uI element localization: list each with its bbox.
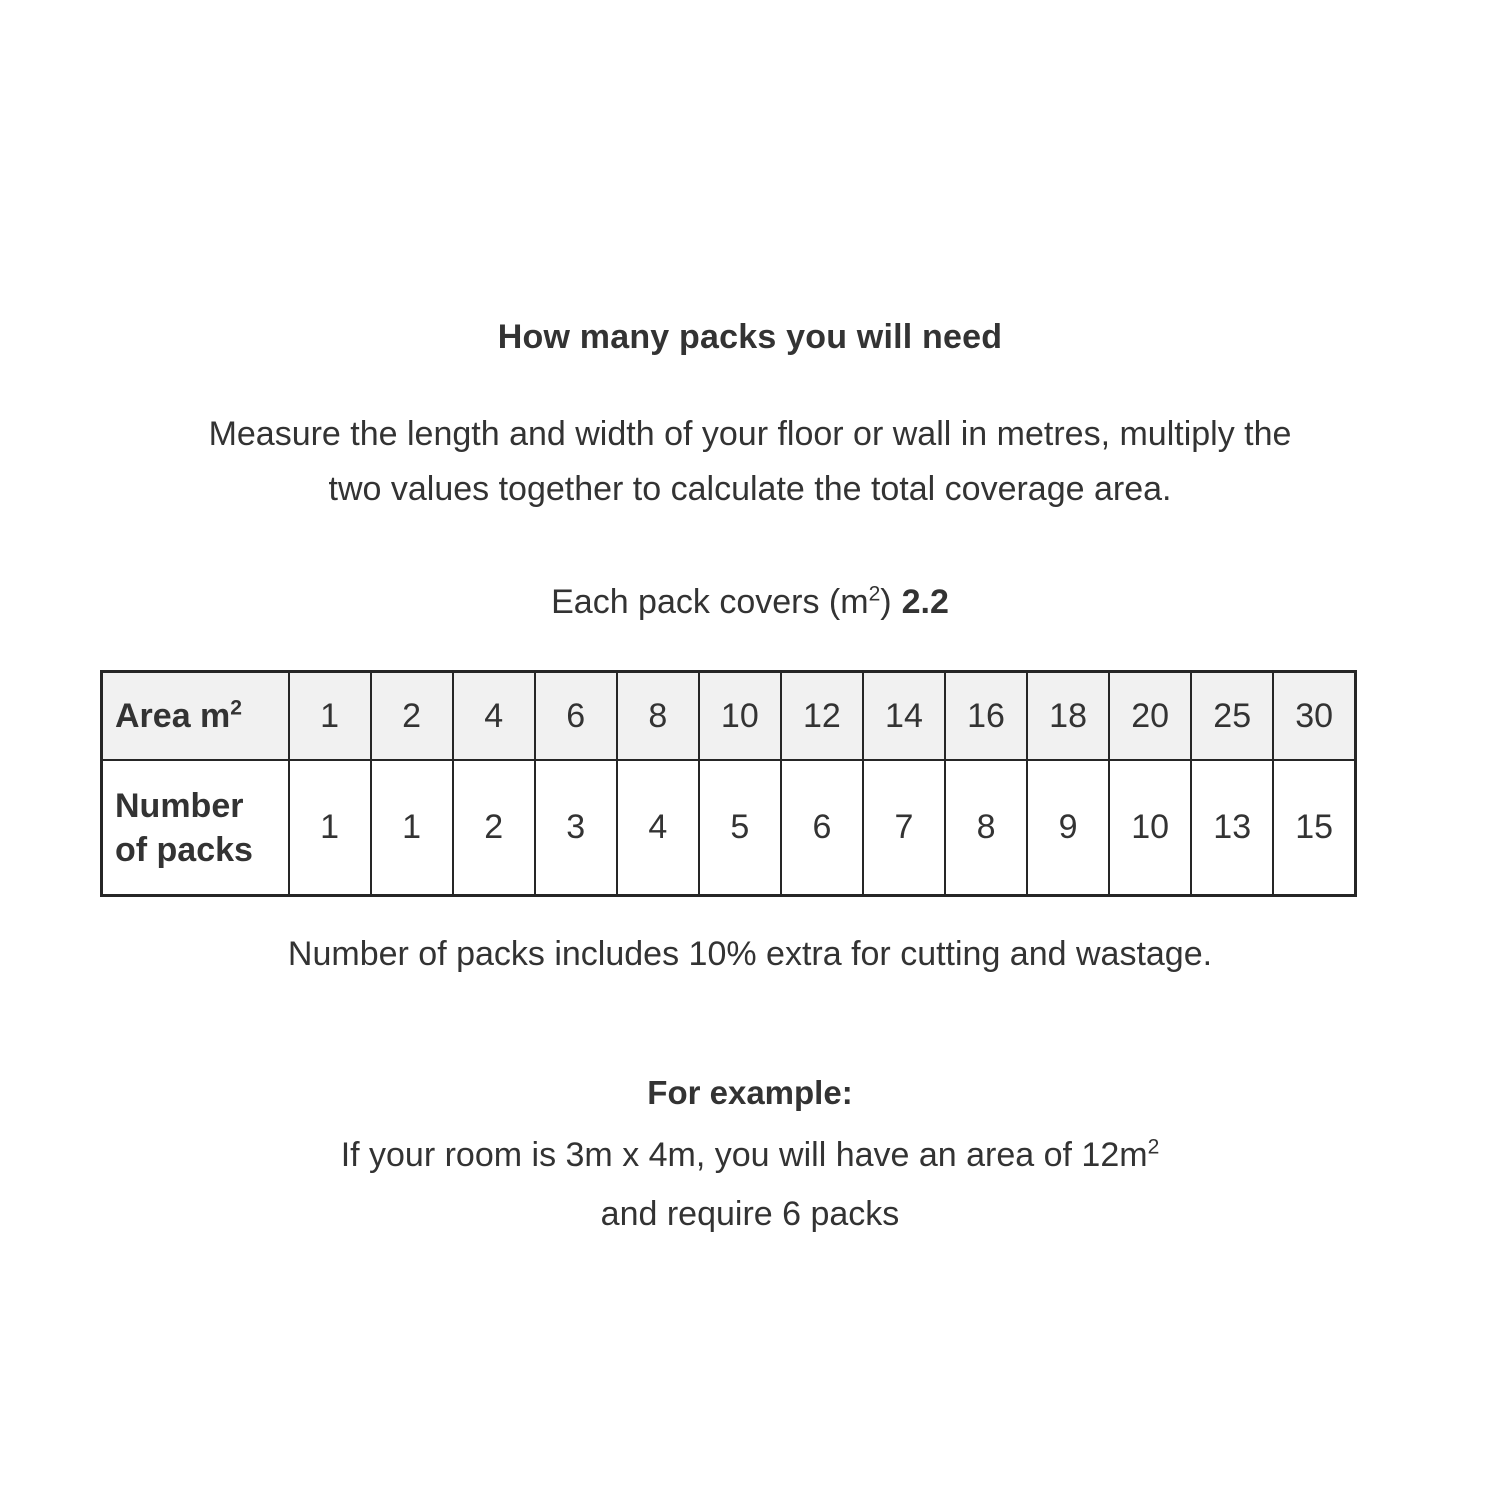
coverage-value: 2.2: [901, 583, 949, 621]
area-cell: 30: [1273, 672, 1355, 761]
coverage-label-suffix: ): [880, 583, 892, 621]
packs-cell: 3: [535, 760, 617, 896]
packs-row-header: [102, 760, 289, 896]
coverage-superscript: 2: [868, 582, 881, 606]
example-heading: For example:: [647, 1074, 853, 1111]
example-section: [0, 1074, 1500, 1234]
packs-cell: 5: [699, 760, 781, 896]
intro-line-1: Measure the length and width of your floor or wall in metres, multiply the: [208, 415, 1292, 453]
area-cell: 25: [1191, 672, 1273, 761]
area-cell: 10: [699, 672, 781, 761]
packs-table: [100, 670, 1357, 897]
packs-cell: 9: [1027, 760, 1109, 896]
intro-line-2: two values together to calculate the total coverage area.: [328, 470, 1172, 508]
area-cell: 12: [781, 672, 863, 761]
example-line-2: and require 6 packs: [600, 1195, 900, 1233]
example-line-1-superscript: 2: [1147, 1135, 1160, 1159]
area-cell: 18: [1027, 672, 1109, 761]
packs-cell: 6: [781, 760, 863, 896]
example-line-1: [0, 1136, 1500, 1175]
table-row-packs: [102, 760, 1356, 896]
packs-cell: 13: [1191, 760, 1273, 896]
packs-row-header-line1: Number: [115, 786, 244, 825]
packs-cell: 7: [863, 760, 945, 896]
area-row-header-superscript: 2: [230, 696, 243, 720]
packs-cell: 15: [1273, 760, 1355, 896]
area-row-header: [102, 672, 289, 761]
area-cell: 14: [863, 672, 945, 761]
area-row-header-text: Area m: [115, 697, 231, 735]
coverage-label-prefix: Each pack covers (m: [551, 583, 869, 621]
area-cell: 2: [371, 672, 453, 761]
wastage-note: Number of packs includes 10% extra for cutting and wastage.: [287, 935, 1213, 973]
table-row-area: [102, 672, 1356, 761]
packs-cell: 2: [453, 760, 535, 896]
packs-cell: 1: [371, 760, 453, 896]
area-cell: 1: [289, 672, 371, 761]
intro-paragraph: [0, 407, 1500, 517]
area-cell: 4: [453, 672, 535, 761]
packs-row-header-line2: of packs: [115, 830, 253, 869]
example-line-1-text: If your room is 3m x 4m, you will have an area of 12m: [340, 1136, 1148, 1174]
packs-cell: 1: [289, 760, 371, 896]
packs-cell: 4: [617, 760, 699, 896]
area-cell: 8: [617, 672, 699, 761]
coverage-line: [0, 583, 1500, 622]
area-cell: 6: [535, 672, 617, 761]
packs-cell: 10: [1109, 760, 1191, 896]
area-cell: 20: [1109, 672, 1191, 761]
area-cell: 16: [945, 672, 1027, 761]
page-title: How many packs you will need: [497, 318, 1003, 356]
packs-cell: 8: [945, 760, 1027, 896]
